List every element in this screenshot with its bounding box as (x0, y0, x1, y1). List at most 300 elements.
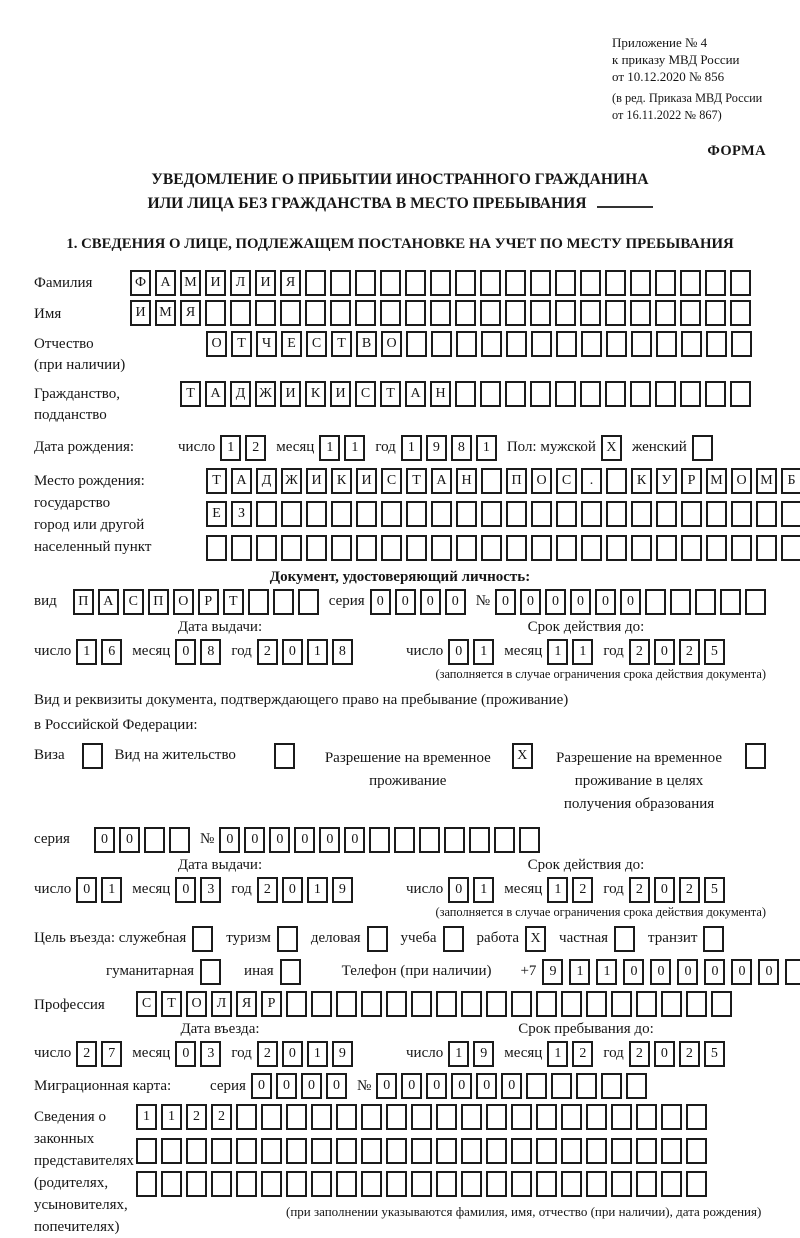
char-box[interactable] (606, 331, 627, 357)
char-box[interactable]: И (130, 300, 151, 326)
char-box[interactable] (536, 1171, 557, 1197)
char-box[interactable]: 1 (101, 877, 122, 903)
char-box[interactable]: 1 (307, 1041, 328, 1067)
char-box[interactable] (380, 270, 401, 296)
char-box[interactable] (581, 535, 602, 561)
char-box[interactable] (481, 468, 502, 494)
char-box[interactable]: 0 (282, 639, 303, 665)
char-box[interactable] (286, 1104, 307, 1130)
char-box[interactable] (756, 501, 777, 527)
char-box[interactable] (511, 1138, 532, 1164)
char-box[interactable]: 0 (175, 1041, 196, 1067)
char-box[interactable] (461, 1138, 482, 1164)
char-box[interactable]: 0 (654, 877, 675, 903)
char-box[interactable] (606, 468, 627, 494)
char-box[interactable] (406, 331, 427, 357)
char-box[interactable] (280, 959, 301, 985)
char-box[interactable]: 0 (119, 827, 140, 853)
char-box[interactable]: Р (261, 991, 282, 1017)
char-box[interactable] (211, 1138, 232, 1164)
char-box[interactable] (536, 1104, 557, 1130)
char-box[interactable]: С (381, 468, 402, 494)
char-box[interactable] (386, 991, 407, 1017)
char-box[interactable] (530, 381, 551, 407)
char-box[interactable] (631, 331, 652, 357)
char-box[interactable] (686, 1171, 707, 1197)
char-box[interactable]: 2 (572, 1041, 593, 1067)
char-box[interactable]: Т (331, 331, 352, 357)
char-box[interactable] (277, 926, 298, 952)
char-box[interactable]: 1 (307, 877, 328, 903)
char-box[interactable] (444, 827, 465, 853)
char-box[interactable]: М (756, 468, 777, 494)
char-box[interactable]: 0 (301, 1073, 322, 1099)
char-box[interactable] (536, 991, 557, 1017)
char-box[interactable]: С (306, 331, 327, 357)
char-box[interactable]: О (186, 991, 207, 1017)
char-box[interactable]: Д (230, 381, 251, 407)
char-box[interactable] (705, 300, 726, 326)
char-box[interactable] (611, 991, 632, 1017)
char-box[interactable] (556, 535, 577, 561)
char-box[interactable] (605, 270, 626, 296)
char-box[interactable] (456, 331, 477, 357)
char-box[interactable] (436, 991, 457, 1017)
char-box[interactable]: 0 (445, 589, 466, 615)
char-box[interactable]: 0 (370, 589, 391, 615)
char-box[interactable] (456, 501, 477, 527)
char-box[interactable] (745, 743, 766, 769)
char-box[interactable] (311, 1104, 332, 1130)
char-box[interactable] (336, 1138, 357, 1164)
char-box[interactable] (411, 991, 432, 1017)
char-box[interactable] (274, 743, 295, 769)
char-box[interactable] (82, 743, 103, 769)
char-box[interactable] (555, 300, 576, 326)
char-box[interactable]: 0 (276, 1073, 297, 1099)
char-box[interactable] (686, 1138, 707, 1164)
char-box[interactable]: 2 (629, 1041, 650, 1067)
char-box[interactable]: М (155, 300, 176, 326)
char-box[interactable] (636, 991, 657, 1017)
char-box[interactable] (361, 1138, 382, 1164)
char-box[interactable] (511, 1104, 532, 1130)
char-box[interactable] (367, 926, 388, 952)
char-box[interactable] (605, 381, 626, 407)
char-box[interactable] (411, 1104, 432, 1130)
char-box[interactable] (555, 270, 576, 296)
char-box[interactable] (480, 300, 501, 326)
char-box[interactable]: 1 (344, 435, 365, 461)
char-box[interactable] (331, 501, 352, 527)
char-box[interactable]: 2 (679, 639, 700, 665)
char-box[interactable] (355, 300, 376, 326)
char-box[interactable]: К (631, 468, 652, 494)
char-box[interactable]: 0 (426, 1073, 447, 1099)
char-box[interactable] (601, 1073, 622, 1099)
char-box[interactable]: X (512, 743, 533, 769)
char-box[interactable]: 5 (704, 1041, 725, 1067)
char-box[interactable]: К (331, 468, 352, 494)
char-box[interactable]: 0 (448, 639, 469, 665)
char-box[interactable]: П (506, 468, 527, 494)
char-box[interactable]: 0 (448, 877, 469, 903)
char-box[interactable] (200, 959, 221, 985)
char-box[interactable] (511, 1171, 532, 1197)
char-box[interactable] (631, 501, 652, 527)
char-box[interactable]: А (231, 468, 252, 494)
char-box[interactable] (506, 501, 527, 527)
char-box[interactable]: 0 (654, 639, 675, 665)
char-box[interactable] (486, 991, 507, 1017)
char-box[interactable] (136, 1138, 157, 1164)
char-box[interactable]: М (706, 468, 727, 494)
char-box[interactable] (586, 1104, 607, 1130)
char-box[interactable]: 2 (679, 1041, 700, 1067)
char-box[interactable]: О (731, 468, 752, 494)
char-box[interactable]: 1 (547, 639, 568, 665)
char-box[interactable] (506, 331, 527, 357)
char-box[interactable] (486, 1104, 507, 1130)
char-box[interactable]: 0 (76, 877, 97, 903)
char-box[interactable]: 0 (654, 1041, 675, 1067)
char-box[interactable] (311, 1171, 332, 1197)
char-box[interactable]: С (123, 589, 144, 615)
char-box[interactable]: 0 (344, 827, 365, 853)
char-box[interactable] (655, 270, 676, 296)
char-box[interactable]: А (431, 468, 452, 494)
char-box[interactable] (481, 535, 502, 561)
char-box[interactable] (144, 827, 165, 853)
char-box[interactable] (531, 535, 552, 561)
char-box[interactable]: 2 (257, 877, 278, 903)
char-box[interactable]: Р (681, 468, 702, 494)
char-box[interactable]: 0 (758, 959, 779, 985)
char-box[interactable]: П (73, 589, 94, 615)
char-box[interactable] (611, 1171, 632, 1197)
char-box[interactable]: 0 (501, 1073, 522, 1099)
char-box[interactable] (455, 300, 476, 326)
char-box[interactable]: 0 (175, 877, 196, 903)
char-box[interactable] (306, 535, 327, 561)
char-box[interactable] (331, 535, 352, 561)
char-box[interactable] (680, 300, 701, 326)
char-box[interactable] (556, 501, 577, 527)
char-box[interactable] (255, 300, 276, 326)
char-box[interactable]: Е (281, 331, 302, 357)
char-box[interactable] (411, 1171, 432, 1197)
char-box[interactable]: 0 (704, 959, 725, 985)
char-box[interactable]: 1 (161, 1104, 182, 1130)
char-box[interactable] (645, 589, 666, 615)
char-box[interactable] (731, 331, 752, 357)
char-box[interactable] (720, 589, 741, 615)
char-box[interactable] (656, 535, 677, 561)
char-box[interactable] (581, 501, 602, 527)
char-box[interactable]: X (601, 435, 622, 461)
char-box[interactable]: 0 (94, 827, 115, 853)
char-box[interactable]: 2 (186, 1104, 207, 1130)
char-box[interactable] (536, 1138, 557, 1164)
char-box[interactable] (526, 1073, 547, 1099)
char-box[interactable] (655, 381, 676, 407)
char-box[interactable] (330, 300, 351, 326)
char-box[interactable]: 0 (282, 877, 303, 903)
char-box[interactable] (686, 1104, 707, 1130)
char-box[interactable] (586, 991, 607, 1017)
char-box[interactable]: Т (161, 991, 182, 1017)
char-box[interactable] (630, 270, 651, 296)
char-box[interactable] (386, 1171, 407, 1197)
char-box[interactable] (506, 535, 527, 561)
char-box[interactable] (355, 270, 376, 296)
char-box[interactable]: 0 (244, 827, 265, 853)
char-box[interactable]: К (305, 381, 326, 407)
char-box[interactable] (661, 1138, 682, 1164)
char-box[interactable] (436, 1104, 457, 1130)
char-box[interactable] (626, 1073, 647, 1099)
char-box[interactable] (280, 300, 301, 326)
char-box[interactable]: П (148, 589, 169, 615)
char-box[interactable]: 0 (319, 827, 340, 853)
char-box[interactable]: 6 (101, 639, 122, 665)
char-box[interactable]: Ж (281, 468, 302, 494)
char-box[interactable] (486, 1171, 507, 1197)
char-box[interactable] (469, 827, 490, 853)
char-box[interactable]: Е (206, 501, 227, 527)
char-box[interactable] (261, 1104, 282, 1130)
char-box[interactable]: 0 (251, 1073, 272, 1099)
char-box[interactable]: 0 (595, 589, 616, 615)
char-box[interactable]: З (231, 501, 252, 527)
char-box[interactable]: 2 (76, 1041, 97, 1067)
char-box[interactable] (481, 331, 502, 357)
char-box[interactable]: 0 (401, 1073, 422, 1099)
char-box[interactable] (580, 381, 601, 407)
char-box[interactable] (455, 270, 476, 296)
char-box[interactable]: А (205, 381, 226, 407)
char-box[interactable]: Н (430, 381, 451, 407)
char-box[interactable] (561, 1104, 582, 1130)
char-box[interactable]: 3 (200, 1041, 221, 1067)
char-box[interactable] (256, 501, 277, 527)
char-box[interactable]: 0 (677, 959, 698, 985)
char-box[interactable]: 0 (495, 589, 516, 615)
char-box[interactable]: 7 (101, 1041, 122, 1067)
char-box[interactable] (480, 270, 501, 296)
char-box[interactable]: Л (211, 991, 232, 1017)
char-box[interactable] (636, 1171, 657, 1197)
char-box[interactable] (231, 535, 252, 561)
char-box[interactable]: 1 (547, 1041, 568, 1067)
char-box[interactable]: Р (198, 589, 219, 615)
char-box[interactable] (436, 1171, 457, 1197)
char-box[interactable] (369, 827, 390, 853)
char-box[interactable] (530, 300, 551, 326)
char-box[interactable] (305, 270, 326, 296)
char-box[interactable] (731, 535, 752, 561)
char-box[interactable] (336, 1104, 357, 1130)
char-box[interactable] (505, 270, 526, 296)
char-box[interactable]: 1 (76, 639, 97, 665)
char-box[interactable] (406, 535, 427, 561)
char-box[interactable]: 0 (570, 589, 591, 615)
char-box[interactable] (381, 501, 402, 527)
char-box[interactable]: 2 (245, 435, 266, 461)
char-box[interactable] (656, 331, 677, 357)
char-box[interactable] (298, 589, 319, 615)
char-box[interactable] (455, 381, 476, 407)
char-box[interactable] (730, 270, 751, 296)
char-box[interactable]: Я (236, 991, 257, 1017)
char-box[interactable] (261, 1138, 282, 1164)
char-box[interactable]: В (356, 331, 377, 357)
char-box[interactable] (631, 535, 652, 561)
char-box[interactable] (555, 381, 576, 407)
char-box[interactable] (731, 501, 752, 527)
char-box[interactable] (606, 501, 627, 527)
char-box[interactable]: X (525, 926, 546, 952)
char-box[interactable] (661, 991, 682, 1017)
char-box[interactable]: Т (223, 589, 244, 615)
char-box[interactable]: 2 (257, 1041, 278, 1067)
char-box[interactable]: 9 (542, 959, 563, 985)
char-box[interactable]: 0 (623, 959, 644, 985)
char-box[interactable] (273, 589, 294, 615)
char-box[interactable] (505, 300, 526, 326)
char-box[interactable] (311, 1138, 332, 1164)
char-box[interactable]: 1 (307, 639, 328, 665)
char-box[interactable]: 1 (448, 1041, 469, 1067)
char-box[interactable]: 2 (211, 1104, 232, 1130)
char-box[interactable] (336, 1171, 357, 1197)
char-box[interactable]: 8 (200, 639, 221, 665)
char-box[interactable] (311, 991, 332, 1017)
char-box[interactable] (405, 270, 426, 296)
char-box[interactable] (205, 300, 226, 326)
char-box[interactable]: И (330, 381, 351, 407)
char-box[interactable]: С (355, 381, 376, 407)
char-box[interactable] (430, 270, 451, 296)
char-box[interactable]: 1 (569, 959, 590, 985)
char-box[interactable] (494, 827, 515, 853)
char-box[interactable]: 0 (269, 827, 290, 853)
char-box[interactable] (481, 501, 502, 527)
char-box[interactable] (636, 1138, 657, 1164)
char-box[interactable] (706, 331, 727, 357)
char-box[interactable] (419, 827, 440, 853)
char-box[interactable]: 9 (426, 435, 447, 461)
char-box[interactable] (406, 501, 427, 527)
char-box[interactable] (443, 926, 464, 952)
char-box[interactable] (576, 1073, 597, 1099)
char-box[interactable] (531, 501, 552, 527)
char-box[interactable]: Я (280, 270, 301, 296)
char-box[interactable] (686, 991, 707, 1017)
char-box[interactable] (431, 331, 452, 357)
char-box[interactable] (336, 991, 357, 1017)
char-box[interactable] (680, 270, 701, 296)
char-box[interactable] (580, 300, 601, 326)
char-box[interactable]: 2 (257, 639, 278, 665)
char-box[interactable]: 2 (629, 877, 650, 903)
char-box[interactable] (611, 1104, 632, 1130)
char-box[interactable] (561, 991, 582, 1017)
char-box[interactable] (661, 1171, 682, 1197)
char-box[interactable]: 1 (401, 435, 422, 461)
char-box[interactable] (436, 1138, 457, 1164)
char-box[interactable]: Т (180, 381, 201, 407)
char-box[interactable] (380, 300, 401, 326)
char-box[interactable]: 0 (395, 589, 416, 615)
char-box[interactable]: Б (781, 468, 800, 494)
char-box[interactable] (456, 535, 477, 561)
char-box[interactable] (386, 1104, 407, 1130)
char-box[interactable] (551, 1073, 572, 1099)
char-box[interactable]: 1 (319, 435, 340, 461)
char-box[interactable]: 1 (547, 877, 568, 903)
char-box[interactable] (394, 827, 415, 853)
char-box[interactable]: О (531, 468, 552, 494)
char-box[interactable]: 5 (704, 639, 725, 665)
char-box[interactable] (586, 1171, 607, 1197)
char-box[interactable]: И (280, 381, 301, 407)
char-box[interactable]: 9 (332, 1041, 353, 1067)
char-box[interactable]: 0 (545, 589, 566, 615)
char-box[interactable] (381, 535, 402, 561)
char-box[interactable] (511, 991, 532, 1017)
char-box[interactable] (561, 1171, 582, 1197)
char-box[interactable]: А (155, 270, 176, 296)
char-box[interactable]: 1 (136, 1104, 157, 1130)
char-box[interactable] (161, 1171, 182, 1197)
char-box[interactable] (248, 589, 269, 615)
char-box[interactable]: Л (230, 270, 251, 296)
char-box[interactable]: 1 (473, 639, 494, 665)
char-box[interactable]: 5 (704, 877, 725, 903)
char-box[interactable] (636, 1104, 657, 1130)
char-box[interactable] (361, 1104, 382, 1130)
char-box[interactable]: 1 (476, 435, 497, 461)
char-box[interactable] (405, 300, 426, 326)
char-box[interactable] (386, 1138, 407, 1164)
char-box[interactable] (785, 959, 800, 985)
char-box[interactable] (192, 926, 213, 952)
char-box[interactable] (261, 1171, 282, 1197)
char-box[interactable] (586, 1138, 607, 1164)
char-box[interactable]: 8 (451, 435, 472, 461)
char-box[interactable] (461, 991, 482, 1017)
char-box[interactable]: 0 (420, 589, 441, 615)
char-box[interactable] (286, 1138, 307, 1164)
char-box[interactable] (630, 381, 651, 407)
char-box[interactable] (431, 501, 452, 527)
char-box[interactable] (186, 1138, 207, 1164)
char-box[interactable]: 0 (451, 1073, 472, 1099)
char-box[interactable]: 0 (219, 827, 240, 853)
char-box[interactable]: 0 (175, 639, 196, 665)
char-box[interactable] (705, 270, 726, 296)
char-box[interactable]: . (581, 468, 602, 494)
char-box[interactable]: 1 (220, 435, 241, 461)
char-box[interactable] (781, 501, 800, 527)
char-box[interactable] (356, 501, 377, 527)
char-box[interactable] (169, 827, 190, 853)
char-box[interactable]: 0 (376, 1073, 397, 1099)
char-box[interactable]: Н (456, 468, 477, 494)
char-box[interactable]: 2 (629, 639, 650, 665)
char-box[interactable] (706, 535, 727, 561)
